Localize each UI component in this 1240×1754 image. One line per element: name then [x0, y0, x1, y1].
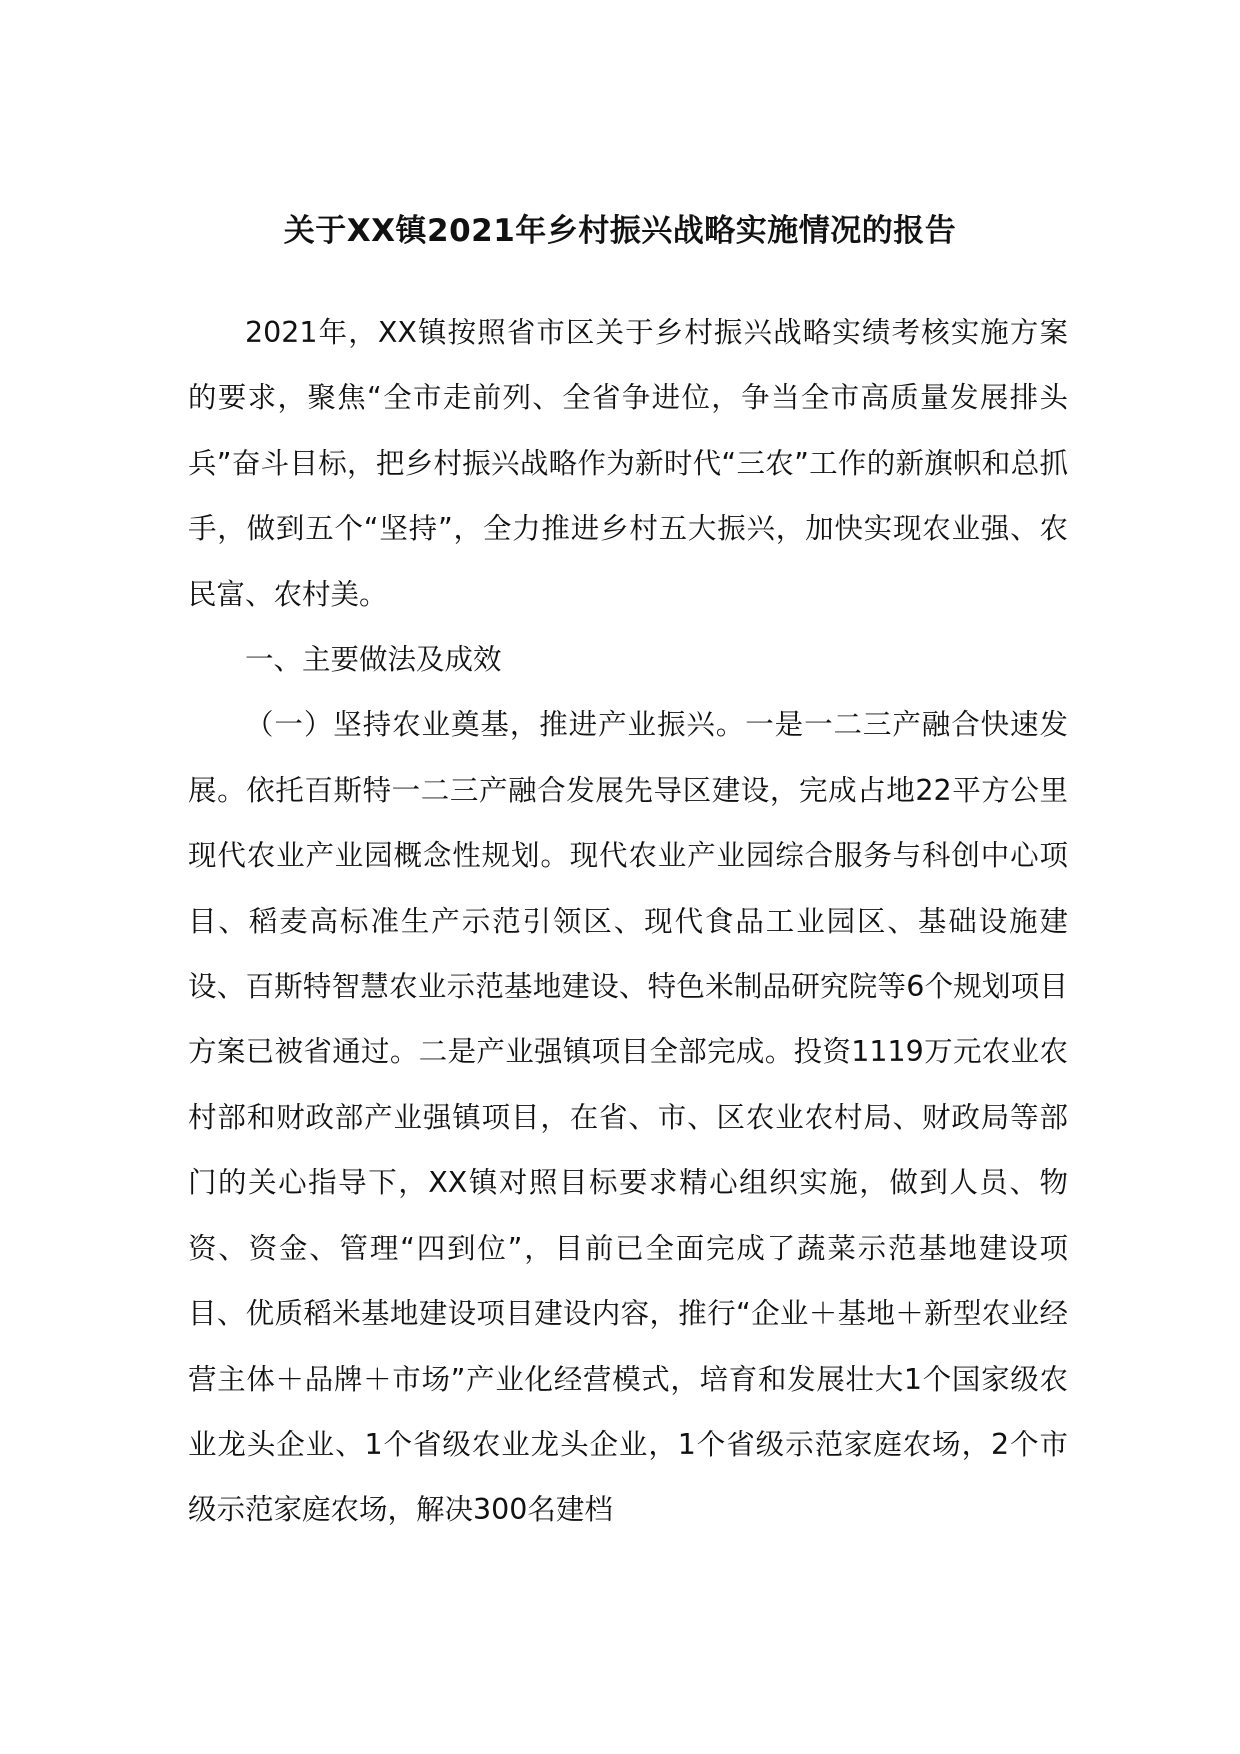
document-title: 关于XX镇2021年乡村振兴战略实施情况的报告 [283, 213, 957, 249]
body-paragraph: （一）坚持农业奠基，推进产业振兴。一是一二三产融合快速发展。依托百斯特一二三产融合发展先导区建设，完成占地22平方公里现代农业产业园概念性规划。现代农业产业园综合服务与科创中心项目、稻麦高标准生产示范引领区、现代食品工业园区、基础设施建设、百斯特智慧农业示范基地建设、特色米制品研究院等6个规划项目方案已被省通过。二是产业强镇项目全部完成。投资1119万元农业农村部和财政部产业强镇项目，在省、市、区农业农村局、财政局等部门的关心指导下，XX镇对照目标要求精心组织实施，做到人员、物资、资金、管理“四到位”，目前已全面完成了蔬菜示范基地建设项目、优质稻米基地建设项目建设内容，推行“企业＋基地＋新型农业经营主体＋品牌＋市场”产业化经营模式，培育和发展壮大1个国家级农业龙头企业、1个省级农业龙头企业，1个省级示范家庭农场，2个市级示范家庭农场，解决300名建档 [188, 708, 1068, 1527]
section-heading: 一、主要做法及成效 [245, 643, 502, 677]
intro-paragraph: 2021年，XX镇按照省市区关于乡村振兴战略实绩考核实施方案的要求，聚焦“全市走前列、全省争进位，争当全市高质量发展排头兵”奋斗目标，把乡村振兴战略作为新时代“三农”工作的新旗帜和总抓手，做到五个“坚持”，全力推进乡村五大振兴，加快实现农业强、农民富、农村美。 [188, 316, 1068, 611]
document-body [188, 300, 1068, 1543]
